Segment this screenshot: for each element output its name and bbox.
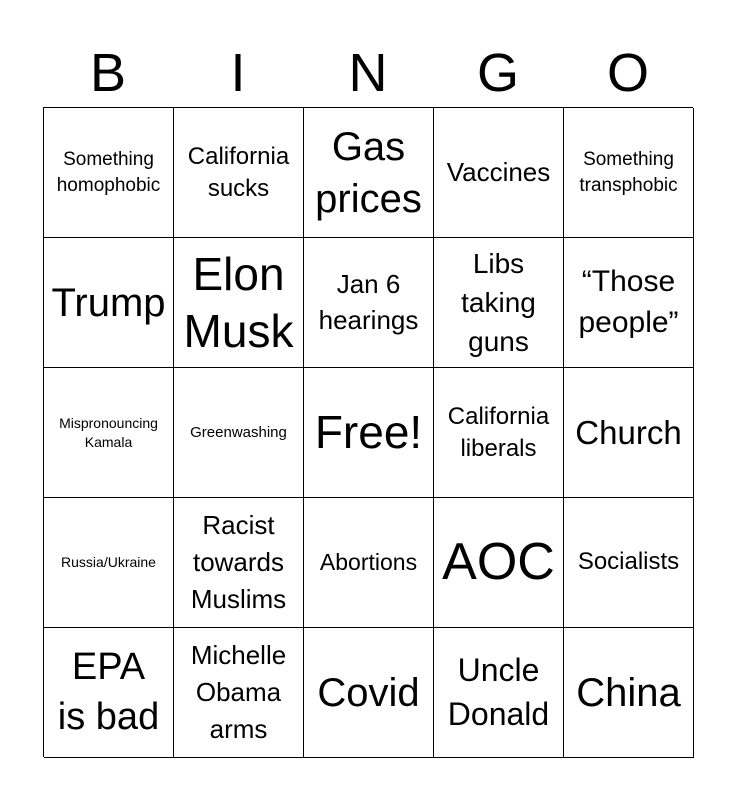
bingo-cell[interactable] bbox=[564, 628, 694, 758]
bingo-cell[interactable] bbox=[564, 238, 694, 368]
header-letter-i: I bbox=[230, 43, 246, 103]
bingo-cell[interactable] bbox=[564, 498, 694, 628]
bingo-cell[interactable] bbox=[564, 368, 694, 498]
cell-label: Elon Musk bbox=[183, 248, 294, 357]
cell-label: Church bbox=[575, 413, 682, 451]
cell-label: Something homophobic bbox=[56, 148, 161, 196]
cell-label: Trump bbox=[51, 280, 166, 325]
bingo-cell[interactable] bbox=[434, 368, 564, 498]
bingo-cell[interactable] bbox=[174, 238, 304, 368]
header-letter-g: G bbox=[476, 43, 519, 103]
bingo-cell[interactable] bbox=[44, 368, 174, 498]
cell-label: Socialists bbox=[577, 548, 680, 576]
cell-label: Michelle Obama arms bbox=[190, 640, 287, 744]
bingo-cell[interactable] bbox=[304, 628, 434, 758]
bingo-board bbox=[43, 107, 693, 757]
cell-label: Libs taking guns bbox=[461, 247, 536, 358]
cell-label: AOC bbox=[442, 533, 555, 592]
cell-label: Abortions bbox=[319, 548, 418, 575]
cell-label: Vaccines bbox=[446, 156, 551, 187]
cell-label: Jan 6 hearings bbox=[318, 269, 419, 335]
bingo-cell[interactable] bbox=[304, 498, 434, 628]
cell-label: China bbox=[576, 670, 681, 715]
cell-label: Uncle Donald bbox=[447, 652, 550, 732]
cell-label: Gas prices bbox=[315, 124, 422, 221]
bingo-cell[interactable] bbox=[174, 498, 304, 628]
bingo-cell[interactable] bbox=[434, 108, 564, 238]
cell-label: Free! bbox=[314, 405, 423, 458]
bingo-header bbox=[43, 40, 693, 106]
bingo-cell[interactable] bbox=[174, 368, 304, 498]
cell-label: Mispronouncing Kamala bbox=[59, 414, 158, 450]
cell-label: Covid bbox=[317, 670, 420, 715]
bingo-cell[interactable] bbox=[434, 238, 564, 368]
header-letter-o: O bbox=[606, 43, 649, 103]
bingo-cell[interactable] bbox=[44, 238, 174, 368]
bingo-cell[interactable] bbox=[44, 108, 174, 238]
bingo-cell[interactable] bbox=[434, 498, 564, 628]
cell-label: EPA is bad bbox=[57, 646, 160, 738]
bingo-cell[interactable] bbox=[174, 108, 304, 238]
cell-label: “Those people” bbox=[578, 265, 679, 339]
cell-label: Something transphobic bbox=[579, 148, 678, 196]
cell-label: California sucks bbox=[187, 143, 290, 202]
cell-label: Greenwashing bbox=[190, 423, 287, 441]
free-space-cell[interactable] bbox=[304, 368, 434, 498]
bingo-cell[interactable] bbox=[44, 498, 174, 628]
bingo-cell[interactable] bbox=[174, 628, 304, 758]
bingo-cell[interactable] bbox=[304, 108, 434, 238]
bingo-cell[interactable] bbox=[564, 108, 694, 238]
cell-label: Russia/Ukraine bbox=[61, 554, 156, 571]
header-letter-b: B bbox=[89, 43, 127, 103]
cell-label: Racist towards Muslims bbox=[190, 510, 287, 614]
bingo-cell[interactable] bbox=[44, 628, 174, 758]
cell-label: California liberals bbox=[447, 402, 550, 462]
header-letter-n: N bbox=[348, 43, 388, 103]
bingo-cell[interactable] bbox=[434, 628, 564, 758]
bingo-cell[interactable] bbox=[304, 238, 434, 368]
